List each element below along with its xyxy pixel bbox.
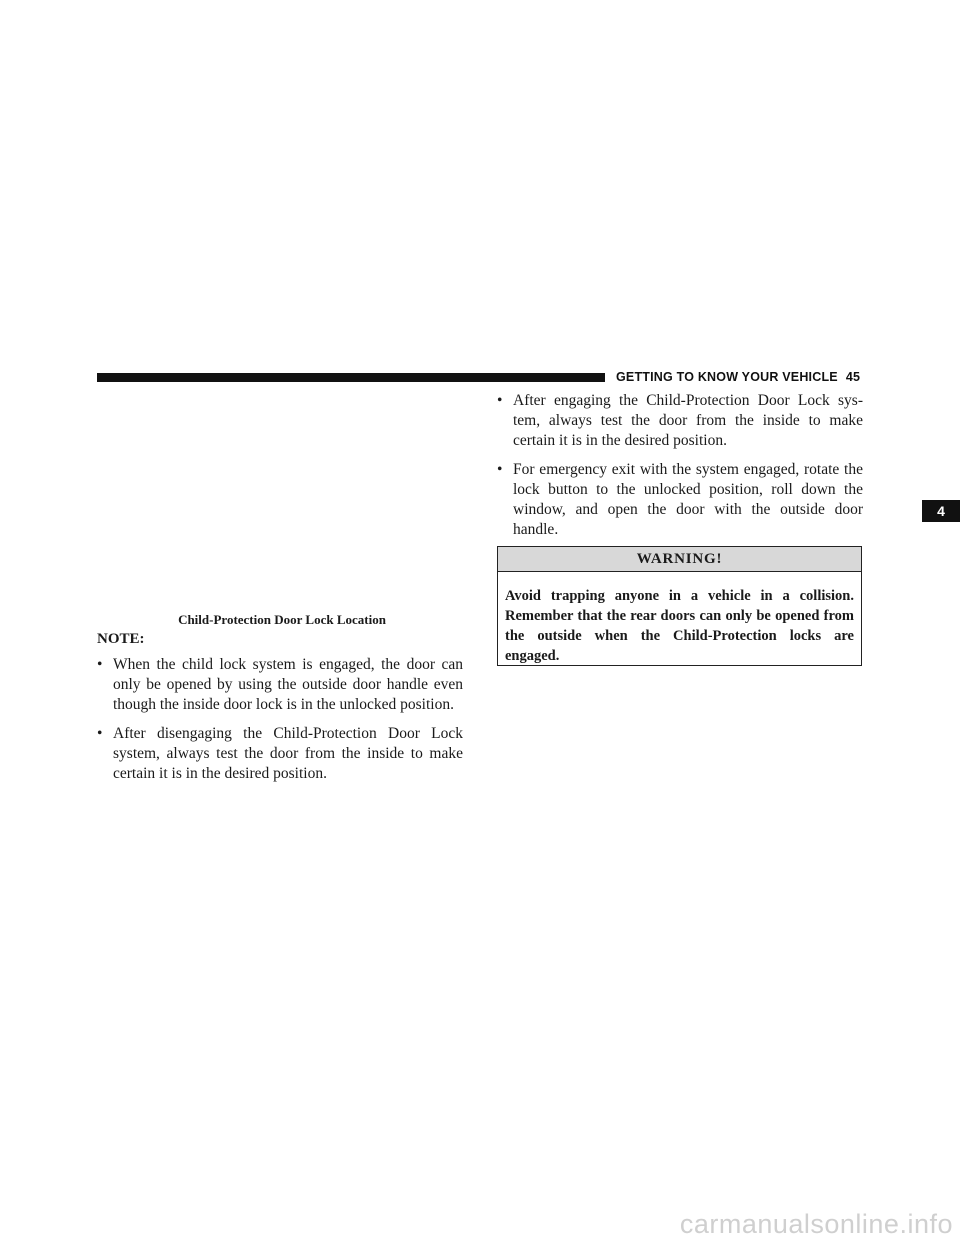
- list-item: [497, 460, 863, 540]
- right-bullet-list: [497, 391, 863, 549]
- page-number: 45: [845, 370, 861, 384]
- watermark-link[interactable]: carmanualsonline.info: [679, 1209, 953, 1239]
- list-item: [497, 391, 863, 451]
- bullet-icon: •: [497, 461, 503, 478]
- running-header: [616, 369, 863, 385]
- warning-box: [497, 546, 862, 666]
- section-title: GETTING TO KNOW YOUR VEHICLE: [616, 370, 838, 384]
- bullet-text: When the child lock system is engaged, the door can only be opened by using the outside door handle even though the inside door lock is in the unlocked position.: [113, 656, 463, 713]
- bullet-icon: •: [97, 656, 103, 673]
- bullet-icon: •: [97, 725, 103, 742]
- chapter-tab: 4: [922, 500, 960, 522]
- header-rule: [97, 373, 605, 382]
- note-bullet-list: [97, 655, 463, 793]
- bullet-text: After disengaging the Child-Protection Door Lock system, always test the door from the inside to make certain it is in the desired position.: [113, 725, 463, 782]
- note-heading: NOTE:: [97, 631, 145, 647]
- bullet-icon: •: [497, 392, 503, 409]
- bullet-text: After engaging the Child-Protection Door Lock sys- tem, always test the door from the inside to make certain it is in the desired position.: [513, 392, 863, 449]
- figure-caption: Child-Protection Door Lock Location: [178, 612, 386, 627]
- list-item: [97, 724, 463, 784]
- bullet-text: For emergency exit with the system engaged, rotate the lock button to the unlocked position, roll down the window, and open the door with the outside door handle.: [513, 461, 863, 538]
- list-item: [97, 655, 463, 715]
- warning-body: Avoid trapping anyone in a vehicle in a collision. Remember that the rear doors can only be opened from the outside when the Child-Protection locks are engaged.: [505, 588, 854, 664]
- warning-title: WARNING!: [498, 547, 861, 572]
